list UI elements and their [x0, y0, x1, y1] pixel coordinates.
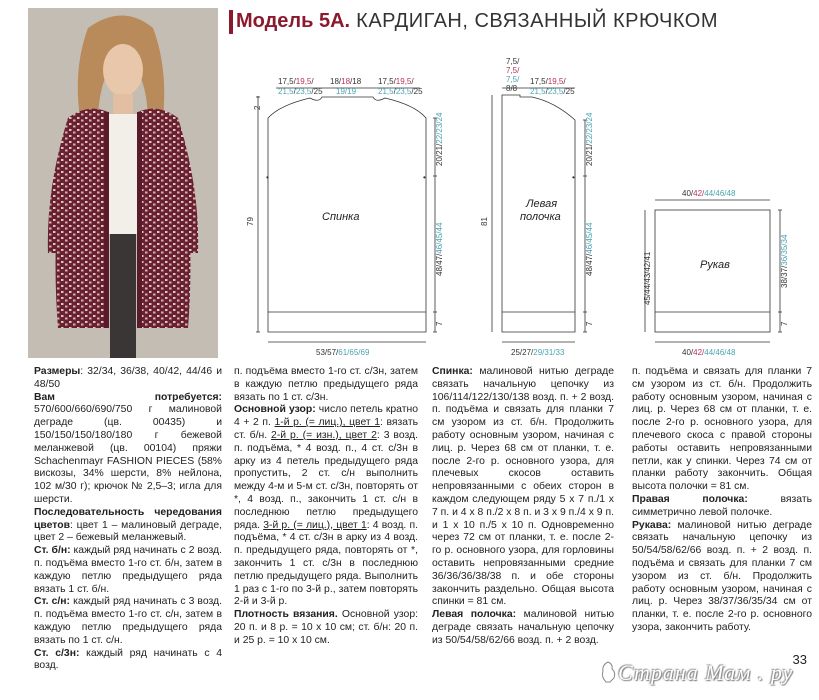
svg-text:38/37/36/35/34: 38/37/36/35/34 — [780, 234, 789, 288]
model-number: Модель 5А. — [236, 10, 351, 32]
svg-text:48/47/46/45/44: 48/47/46/45/44 — [435, 222, 444, 276]
right-front-instructions: Правая полочка: вязать симметрично левой полочке. — [632, 493, 812, 518]
left-front-instructions: Левая полочка: малиновой нитью деграде связать начальную цепочку из 50/54/58/62/66 возд. п. + 2 возд. — [432, 609, 615, 646]
instructions-column-1 — [34, 366, 222, 673]
svg-text:7: 7 — [585, 321, 594, 326]
svg-text:7,5/: 7,5/ — [506, 57, 520, 66]
back-instructions: Спинка: малиновой нитью деграде связать начальную цепочку из 106/114/122/130/138 возд. п. + 2 возд. п. подъёма и связать для планки 7 см узором из ст. б/н. Продолжить работу основным узором, начиная с лиц. р. Через 68 см от планки, т. е. после 2-го р. основного узора, для плечевых скосов оставить непровязанными с обеих сторон в каждом следующем ряду 5 х 7 п./1 х 7 п. и 4 х 8 п./2 х 8 п. и 3 х 9 п./4 х 9 п. и 1 х 10 п./5 х 10 п. Одновременно через 72 см от планки, т. е. после 2-го р. основного узора, для горловины оставить непровязанными средние 36/36/36/38/38 п. и обе стороны закончить раздельно. Общая высота спинки = 81 см. — [432, 366, 614, 608]
page-number: 33 — [792, 652, 807, 667]
instructions-column-2 — [234, 366, 418, 648]
sleeve-outline — [655, 210, 770, 332]
sleeve-instructions: Рукава: малиновой нитью деграде связать начальную цепочку из 50/54/58/62/66 возд. п. + 2 возд. п. подъёма и связать для планки 7 см узором из ст. б/н. Продолжить работу основным узором, начиная с лиц. р. Через 38/37/36/35/34 см от планки, т. е. после 2-го р. основного узора, закончить работу. — [632, 519, 812, 633]
svg-text:21,5/23,5/25: 21,5/23,5/25 — [278, 87, 323, 96]
svg-text:17,5/19,5/: 17,5/19,5/ — [378, 77, 414, 86]
front-label-1: Левая — [526, 198, 558, 210]
svg-text:•: • — [423, 173, 426, 182]
svg-text:•: • — [266, 173, 269, 182]
svg-text:45/44/43/42/41: 45/44/43/42/41 — [643, 251, 652, 305]
svg-text:18/18/18: 18/18/18 — [330, 77, 362, 86]
svg-text:40/42/44/46/48: 40/42/44/46/48 — [682, 348, 736, 357]
svg-text:40/42/44/46/48: 40/42/44/46/48 — [682, 189, 736, 198]
double-crochet: Ст. с/н: каждый ряд начинать с 3 возд. п. подъёма вместо 1-го ст. с/н, затем в каждую петлю предыдущего ряда вязать по 1 ст. с/н. — [34, 596, 222, 646]
svg-text:20/21/22/23/24: 20/21/22/23/24 — [585, 112, 594, 166]
color-sequence: Последовательность чередования цветов: цвет 1 – малиновый деграде, цвет 2 – бежевый меланжевый. — [34, 506, 222, 544]
svg-text:8/8: 8/8 — [506, 84, 518, 93]
svg-text:7: 7 — [435, 321, 444, 326]
svg-text:19/19: 19/19 — [336, 87, 357, 96]
svg-text:2: 2 — [253, 105, 262, 110]
svg-text:21,5/23,5/25: 21,5/23,5/25 — [378, 87, 423, 96]
svg-text:81: 81 — [480, 217, 489, 226]
sleeve-label: Рукав — [700, 259, 730, 271]
front-label-2: полочка — [520, 211, 561, 223]
title-accent-bar — [229, 10, 233, 34]
watermark: Страна Мам . ру — [618, 660, 794, 685]
gauge: Плотность вязания. Основной узор: 20 п. и 8 р. = 10 х 10 см; ст. б/н: 20 п. и 25 р. = 10 х 10 см. — [234, 609, 418, 646]
svg-text:7,5/: 7,5/ — [506, 75, 520, 84]
model-photo — [28, 8, 218, 358]
svg-text:53/57/61/65/69: 53/57/61/65/69 — [316, 348, 370, 357]
materials: Вам потребуется: 570/600/660/690/750 г малиновой деграде (цв. 00435) и 150/150/150/180/180 г бежевой меланжевой (цв. 00104) пряжи Schachenmayr FASHION PIECES (58% вискозы, 34% шерсти, 8% нейлона, 102 м/30 г); крючок № 2,5–3; игла для шерсти. — [34, 391, 222, 505]
triple-crochet: Ст. с/3н: каждый ряд начинать с 4 возд. — [34, 647, 222, 672]
svg-text:21,5/23,5/25: 21,5/23,5/25 — [530, 87, 575, 96]
back-label: Спинка — [322, 211, 360, 223]
triple-crochet-cont: п. подъёма вместо 1-го ст. с/3н, затем в каждую петлю предыдущего ряда вязать по 1 ст. с/3н. — [234, 366, 418, 403]
svg-text:7: 7 — [780, 321, 789, 326]
stork-logo-icon — [598, 660, 618, 684]
page-title — [236, 10, 718, 33]
instructions-column-4 — [632, 366, 812, 635]
single-crochet: Ст. б/н: каждый ряд начинать с 2 возд. п. подъёма вместо 1-го ст. б/н, затем в каждую петлю предыдущего ряда вязать 1 ст. б/н. — [34, 545, 222, 595]
main-pattern: Основной узор: число петель кратно 4 + 2 п. 1-й р. (= лиц.), цвет 1: вязать ст. б/н. 2-й р. (= изн.), цвет 2: 3 возд. п. подъёма, * 4 возд. п., 4 ст. с/3н в арку из 4 петель предыдущего ряда пропустить, 2 ст. с/н выполнить между 4-м и 5-м ст. с/3н, повторять от *, 4 возд. п., закончить 1 ст. с/н в последнюю петлю предыдущего ряда. 3-й р. (= лиц.), цвет 1: 4 возд. п. подъёма, * 4 ст. с/3н в арку из 4 возд. п. предыдущего ряда, повторять от *, закончить 1 ст. с/3н в последнюю петлю предыдущего ряда. Выполнить 1 раз с 1-го по 3-й р., затем повторять 2-й и 3-й р. — [234, 404, 419, 608]
svg-text:25/27/29/31/33: 25/27/29/31/33 — [511, 348, 565, 357]
svg-text:•: • — [572, 173, 575, 182]
svg-text:48/47/46/45/44: 48/47/46/45/44 — [585, 222, 594, 276]
instructions-column-3 — [432, 366, 614, 648]
svg-text:17,5/19,5/: 17,5/19,5/ — [530, 77, 566, 86]
sizes: Размеры: 32/34, 36/38, 40/42, 44/46 и 48/50 — [34, 366, 222, 390]
svg-text:79: 79 — [246, 217, 255, 226]
svg-text:20/21/22/23/24: 20/21/22/23/24 — [435, 112, 444, 166]
left-front-cont: п. подъёма и связать для планки 7 см узором из ст. б/н. Продолжить работу основным узором, начиная с лиц. р. Через 68 см от планки, т. е. после 2-го р. основного узора, для плечевого скоса с правой стороны работы оставить непровязанными петли, как у спинки. Через 74 см от планки работу закончить. Общая высота полочки = 81 см. — [632, 366, 812, 493]
model-name: КАРДИГАН, СВЯЗАННЫЙ КРЮЧКОМ — [350, 10, 718, 32]
svg-text:17,5/19,5/: 17,5/19,5/ — [278, 77, 314, 86]
pattern-schematic — [230, 50, 810, 360]
svg-text:7,5/: 7,5/ — [506, 66, 520, 75]
